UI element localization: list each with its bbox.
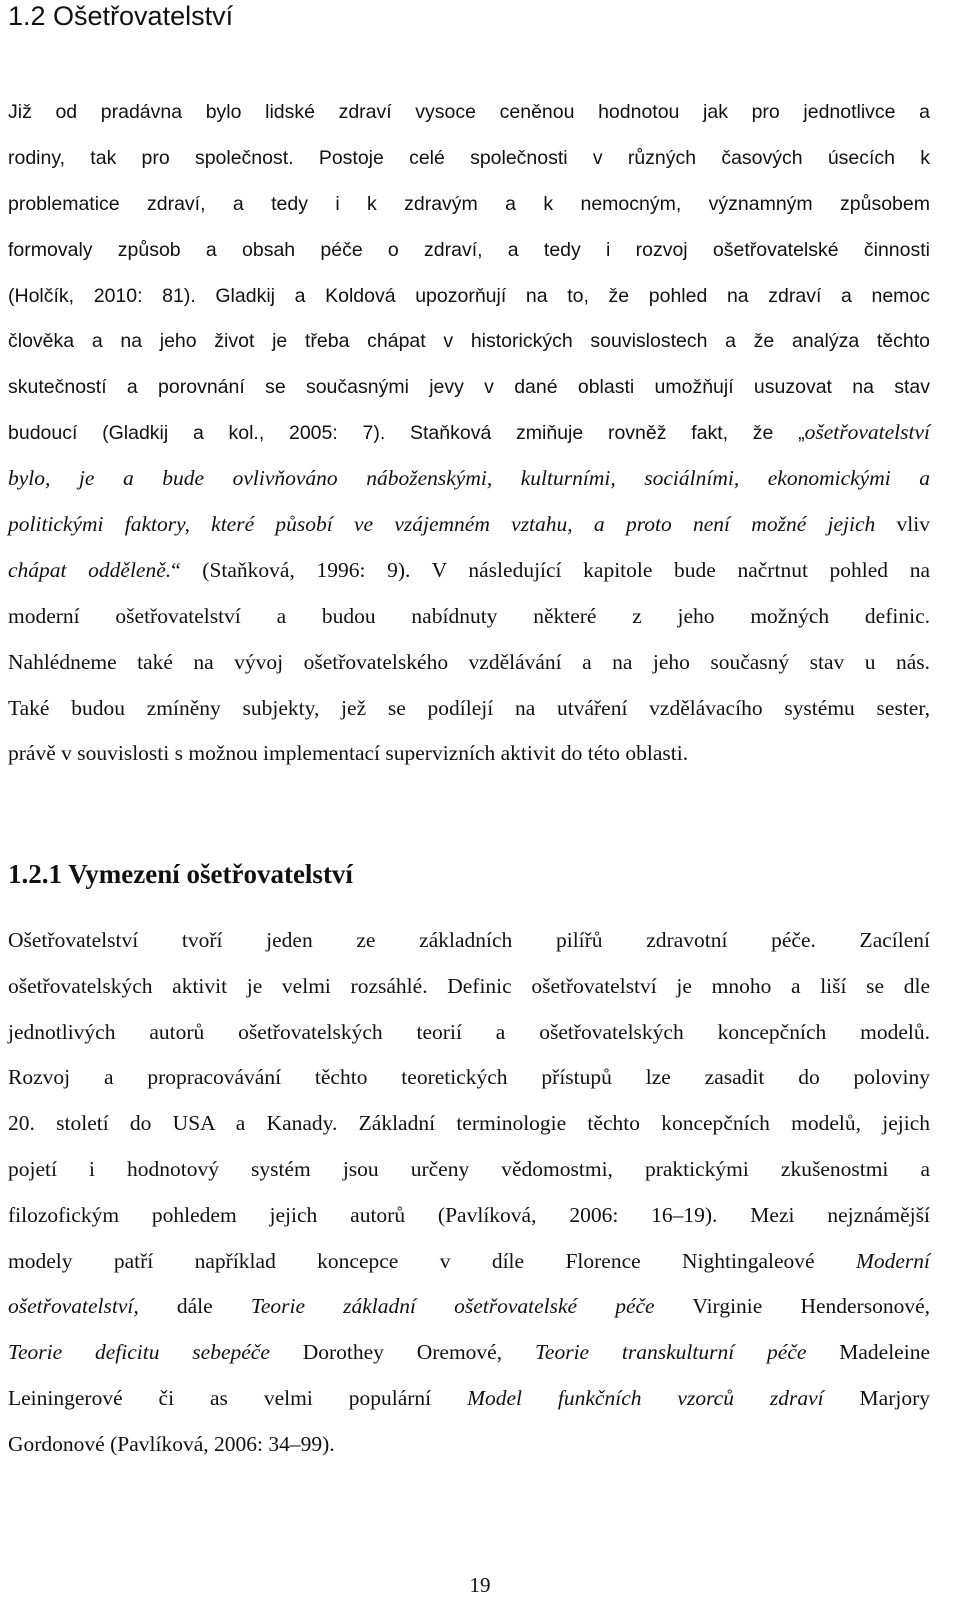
text-run: rodiny, tak pro společnost. — [8, 146, 319, 169]
italic-text: Moderní — [855, 1248, 930, 1273]
text-line — [8, 1330, 930, 1376]
text-line — [8, 731, 930, 777]
text-run: právě v souvislosti s možnou implementací supervizních aktivit do této oblasti. — [8, 741, 689, 766]
italic-text: Teorie transkulturní péče — [534, 1340, 807, 1365]
text-line — [8, 410, 930, 456]
text-run: Postoje celé společnosti v různých časových úsecích k — [318, 146, 931, 169]
text-line — [8, 1284, 930, 1330]
text-line — [8, 548, 930, 594]
text-line — [8, 364, 930, 410]
text-run: vliv — [875, 512, 930, 537]
text-line — [8, 273, 930, 319]
italic-text: chápat odděleně. — [8, 557, 172, 582]
italic-text: bylo, je a bude ovlivňováno náboženskými, kulturními, sociálními, ekonomickými a — [8, 466, 930, 491]
text-line — [8, 1239, 930, 1285]
text-run: jednotlivých autorů ošetřovatelských teorií a ošetřovatelských koncepčních modelů. — [8, 1019, 930, 1044]
text-run: Marjory — [823, 1385, 931, 1410]
text-line — [8, 918, 930, 964]
text-line — [8, 181, 930, 227]
italic-text: Teorie základní ošetřovatelské péče — [250, 1294, 655, 1319]
text-run: ošetřovatelských aktivit je velmi rozsáhlé. Definic ošetřovatelství je mnoho a liší se dle — [8, 973, 930, 998]
text-run: formovaly způsob a obsah péče o zdraví, a tedy i rozvoj ošetřovatelské činnosti — [8, 238, 930, 261]
text-line — [8, 1422, 930, 1468]
paragraph-definition — [8, 918, 930, 1468]
text-run: skutečností a porovnání se současnými jevy v dané oblasti umožňují usuzovat na stav — [8, 376, 930, 399]
text-run: filozofickým pohledem jejich autorů (Pavlíková, 2006: 16–19). Mezi nejznámější — [8, 1202, 930, 1227]
text-line — [8, 1055, 930, 1101]
text-run: Také budou zmíněny subjekty, jež se podílejí na utváření vzdělávacího systému sester, — [8, 695, 930, 720]
text-run: Již od pradávna bylo lidské zdraví vysoce ceněnou hodnotou jak pro jednotlivce a — [8, 101, 930, 123]
section-heading: 1.2 Ošetřovatelství — [8, 1, 234, 31]
text-run: Madeleine — [806, 1340, 930, 1365]
text-run: Nahlédneme také na vývoj ošetřovatelského vzdělávání a na jeho současný stav u nás. — [8, 649, 930, 674]
text-run: Leiningerové či as velmi populární — [8, 1385, 468, 1410]
text-run: “ (Staňková, 1996: 9). V následující kapitole bude načrtnut pohled na — [171, 557, 930, 582]
text-run: Gordonové (Pavlíková, 2006: 34–99). — [8, 1431, 335, 1456]
text-line — [8, 1193, 930, 1239]
text-line — [8, 89, 930, 135]
text-run: moderní ošetřovatelství a budou nabídnuty některé z jeho možných definic. — [8, 603, 930, 628]
italic-text: Model funkčních vzorců zdraví — [467, 1385, 824, 1410]
text-run: Virginie Hendersonové, — [654, 1294, 931, 1319]
text-line — [8, 964, 930, 1010]
text-run: 20. století do USA a Kanady. Základní terminologie těchto koncepčních modelů, jejich — [8, 1111, 930, 1136]
text-run: budoucí (Gladkij a kol., 2005: 7). — [8, 422, 410, 445]
text-run: pojetí i hodnotový systém jsou určeny vědomostmi, praktickými zkušenostmi a — [8, 1156, 930, 1181]
text-line — [8, 318, 930, 364]
italic-text: ošetřovatelství — [804, 420, 930, 445]
text-line — [8, 456, 930, 502]
subsection-heading: 1.2.1 Vymezení ošetřovatelství — [8, 859, 353, 889]
italic-text: Teorie deficitu sebepéče — [8, 1340, 270, 1365]
text-line — [8, 1101, 930, 1147]
italic-text: politickými faktory, které působí ve vzájemném vztahu, a proto není možné jejich — [8, 512, 876, 537]
text-run: dále — [138, 1294, 251, 1319]
text-run: (Holčík, 2010: 81). — [8, 284, 216, 307]
page-number: 19 — [469, 1573, 491, 1597]
text-line — [8, 594, 930, 640]
text-line — [8, 227, 930, 273]
text-line — [8, 640, 930, 686]
text-line — [8, 1376, 930, 1422]
text-run: modely patří například koncepce v díle Florence Nightingaleové — [8, 1248, 856, 1273]
text-run: člověka a na jeho život je třeba chápat v historických souvislostech a že analýza těchto — [8, 330, 930, 353]
text-run: Rozvoj a propracovávání těchto teoretických přístupů lze zasadit do poloviny — [8, 1065, 930, 1090]
paragraph-history — [8, 89, 930, 777]
text-line — [8, 686, 930, 732]
text-line — [8, 1147, 930, 1193]
text-run: Staňková zmiňuje rovněž fakt, že „ — [410, 422, 805, 445]
text-run: Ošetřovatelství tvoří jeden ze základních pilířů zdravotní péče. Zacílení — [8, 928, 930, 952]
text-line — [8, 135, 930, 181]
text-line — [8, 502, 930, 548]
text-run: problematice zdraví, a tedy i k zdravým a k nemocným, významným způsobem — [8, 192, 930, 215]
text-run: Gladkij a Koldová upozorňují na to, že pohled na zdraví a nemoc — [215, 284, 930, 307]
text-line — [8, 1010, 930, 1056]
text-run: Dorothey Oremové, — [269, 1340, 535, 1365]
italic-text: ošetřovatelství, — [8, 1294, 139, 1319]
